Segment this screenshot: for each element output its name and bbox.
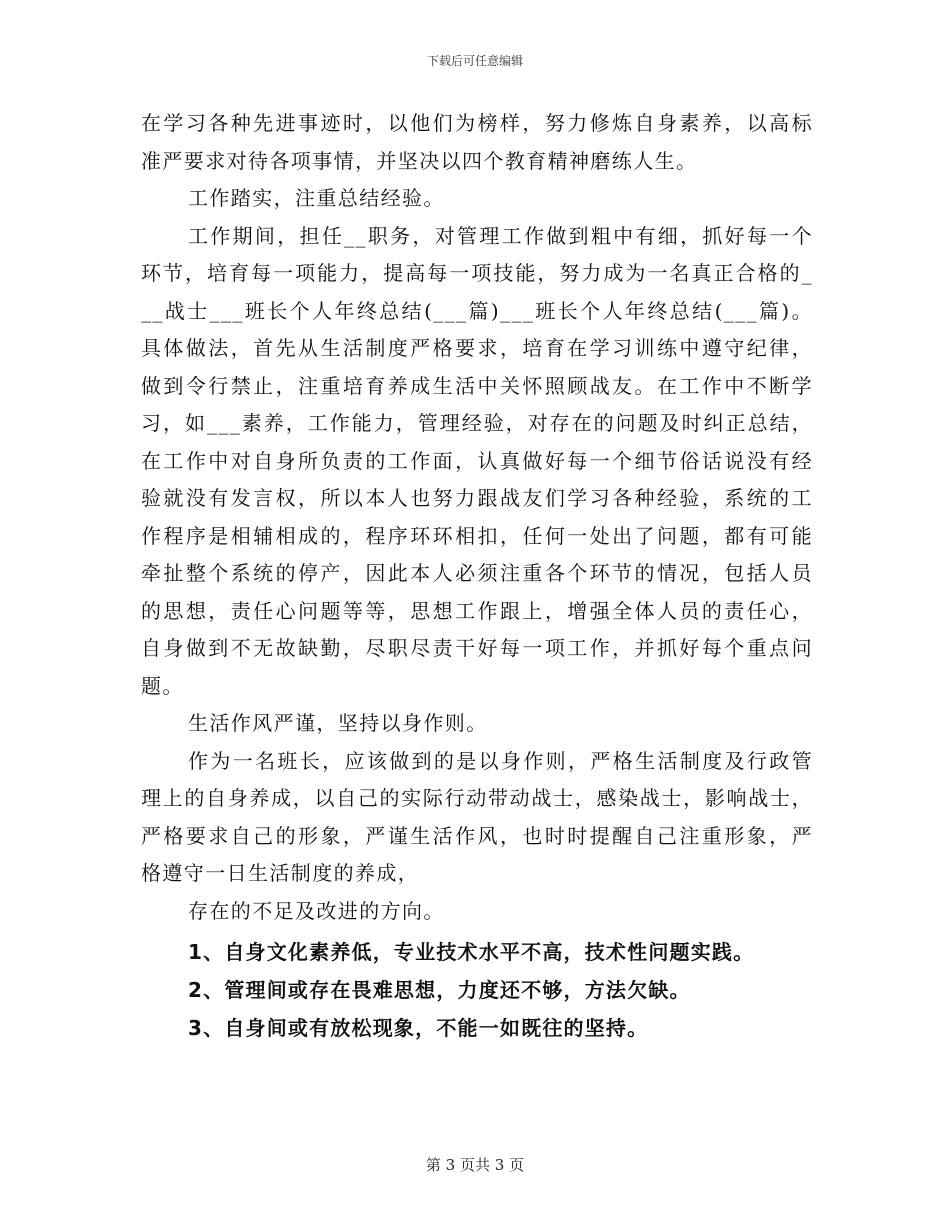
paragraph-line: 作程序是相辅相成的，程序环环相扣，任何一处出了问题，都有可能 [141,523,813,548]
paragraph-line: 在工作中对自身所负责的工作面，认真做好每一个细节俗话说没有经 [141,448,813,473]
page-footer: 第 3 页共 3 页 [425,1156,525,1174]
paragraph-line: 验就没有发言权，所以本人也努力跟战友们学习各种经验，系统的工 [141,486,813,510]
paragraph-line: 在学习各种先进事迹时，以他们为榜样，努力修炼自身素养，以高标 [141,111,813,135]
paragraph-line: 环节，培育每一项能力，提高每一项技能，努力成为一名真正合格的_ [141,261,813,285]
paragraph-line: 做到令行禁止，注重培育养成生活中关怀照顾战友。在工作中不断学 [141,373,813,398]
list-item: 2、管理间或存在畏难思想，力度还不够，方法欠缺。 [188,978,691,1002]
document-body [141,105,813,1047]
list-item: 3、自身间或有放松现象，不能一如既往的坚持。 [188,1016,649,1040]
paragraph-line: 严格要求自己的形象，严谨生活作风，也时时提醒自己注重形象，严 [141,823,813,848]
section-heading: 生活作风严谨，坚持以身作则。 [188,711,488,735]
paragraph-line: 习，如___素养，工作能力，管理经验，对存在的问题及时纠正总结， [141,411,813,435]
list-item: 1、自身文化素养低，专业技术水平不高，技术性问题实践。 [188,940,755,964]
section-heading: 工作踏实，注重总结经验。 [188,186,445,210]
section-heading: 存在的不足及改进的方向。 [188,898,445,923]
paragraph-line: 题。 [141,673,184,698]
paragraph-line: 自身做到不无故缺勤，尽职尽责干好每一项工作，并抓好每个重点问 [141,636,813,660]
paragraph-line: 准严要求对待各项事情，并坚决以四个教育精神磨练人生。 [141,148,698,173]
paragraph-line: 理上的自身养成，以自己的实际行动带动战士，感染战士，影响战士， [141,786,813,810]
paragraph-line: 作为一名班长，应该做到的是以身作则，严格生活制度及行政管 [188,748,813,773]
paragraph-line: 牵扯整个系统的停产，因此本人必须注重各个环节的情况，包括人员 [141,561,813,585]
paragraph-line: 具体做法，首先从生活制度严格要求，培育在学习训练中遵守纪律， [141,336,813,360]
paragraph-line: __战士___班长个人年终总结(___篇)___班长个人年终总结(___篇)。 [141,298,813,323]
paragraph-line: 工作期间，担任__职务，对管理工作做到粗中有细，抓好每一个 [188,223,813,248]
page-header: 下载后可任意编辑 [426,54,523,68]
paragraph-line: 格遵守一日生活制度的养成， [141,861,420,885]
paragraph-line: 的思想，责任心问题等等，思想工作跟上，增强全体人员的责任心， [141,598,813,623]
